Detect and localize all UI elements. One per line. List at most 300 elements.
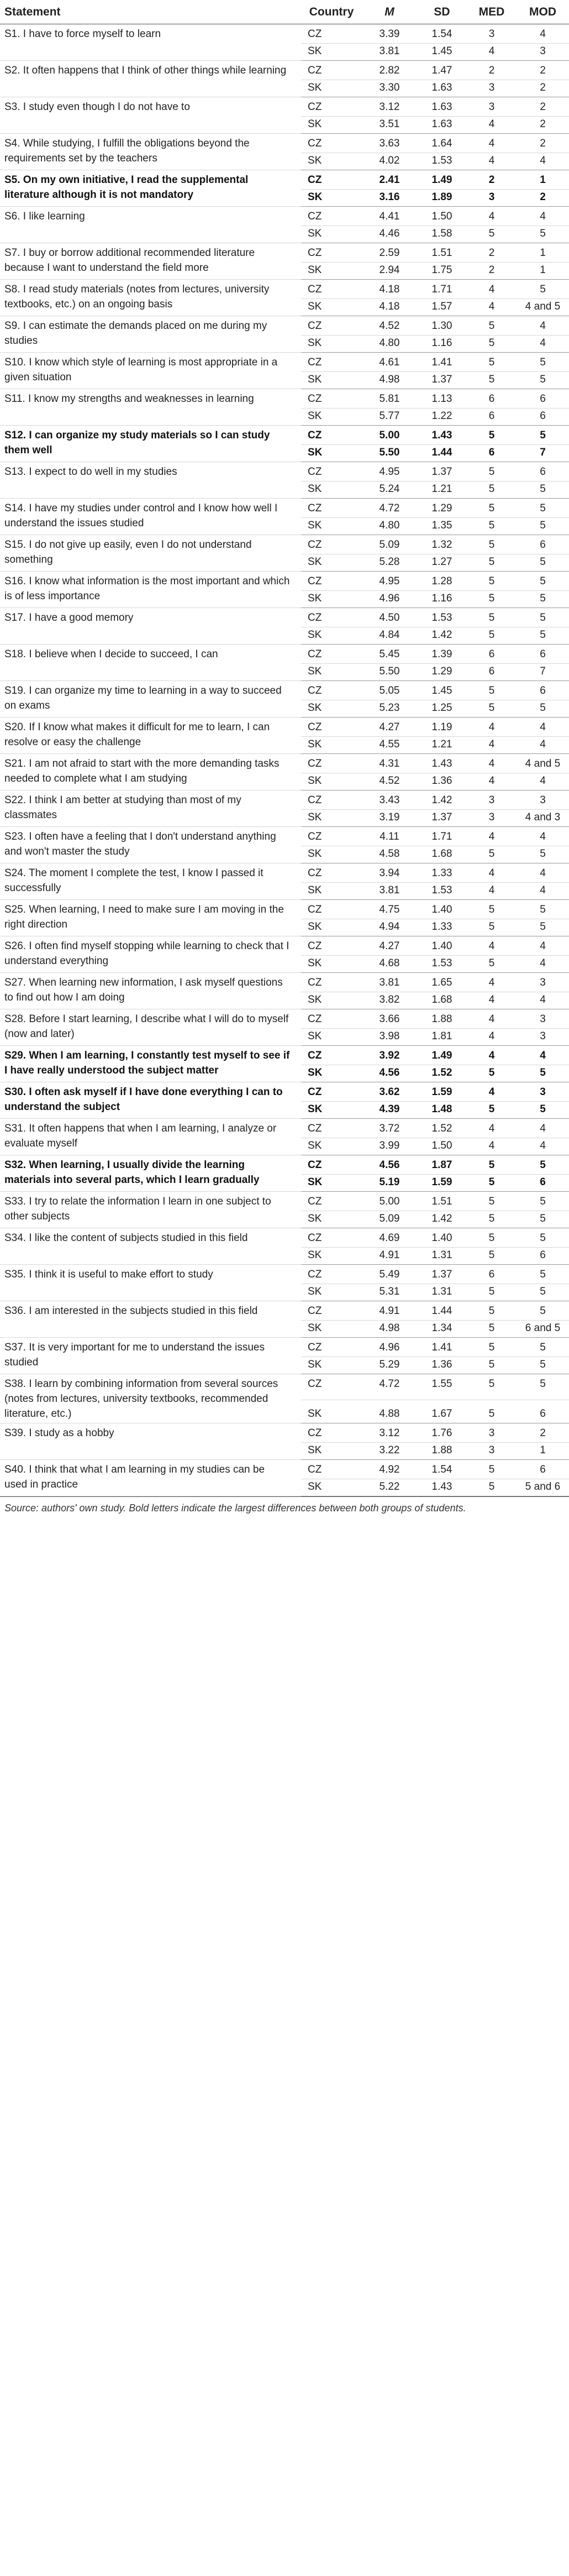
sd-cell: 1.39	[417, 645, 467, 664]
country-cell: SK	[301, 1443, 362, 1460]
mean-cell: 4.50	[362, 608, 417, 627]
mean-cell: 4.55	[362, 737, 417, 754]
country-cell: SK	[301, 481, 362, 499]
mode-cell: 5	[517, 608, 569, 627]
mode-cell: 4	[517, 316, 569, 336]
country-cell: CZ	[301, 718, 362, 737]
statement-cell: S34. I like the content of subjects studied in this field	[0, 1228, 301, 1265]
mode-cell: 4	[517, 936, 569, 956]
sd-cell: 1.16	[417, 336, 467, 353]
sd-cell: 1.51	[417, 1192, 467, 1211]
country-cell: SK	[301, 1065, 362, 1082]
sd-cell: 1.31	[417, 1284, 467, 1301]
mean-cell: 5.05	[362, 681, 417, 700]
mode-cell: 4	[517, 956, 569, 973]
median-cell: 2	[467, 243, 517, 263]
mode-cell: 5	[517, 1228, 569, 1248]
mean-cell: 3.81	[362, 44, 417, 61]
mean-cell: 5.29	[362, 1357, 417, 1374]
mode-cell: 6	[517, 1175, 569, 1192]
median-cell: 5	[467, 518, 517, 535]
mode-cell: 2	[517, 190, 569, 207]
mean-cell: 4.31	[362, 754, 417, 773]
mean-cell: 4.96	[362, 591, 417, 608]
sd-cell: 1.63	[417, 117, 467, 134]
median-cell: 4	[467, 773, 517, 790]
sd-cell: 1.42	[417, 1211, 467, 1228]
mean-cell: 4.75	[362, 900, 417, 919]
country-cell: SK	[301, 1479, 362, 1496]
mode-cell: 5	[517, 1065, 569, 1082]
mean-cell: 4.69	[362, 1228, 417, 1248]
mean-cell: 5.77	[362, 409, 417, 426]
mean-cell: 3.92	[362, 1046, 417, 1065]
statement-cell: S11. I know my strengths and weaknesses in learning	[0, 389, 301, 426]
statement-cell: S12. I can organize my study materials so I can study them well	[0, 426, 301, 462]
statement-cell: S2. It often happens that I think of other things while learning	[0, 61, 301, 97]
country-cell: CZ	[301, 1265, 362, 1284]
median-cell: 5	[467, 1400, 517, 1423]
table-row	[0, 170, 569, 190]
mean-cell: 3.94	[362, 863, 417, 883]
table-row	[0, 535, 569, 554]
country-cell: SK	[301, 992, 362, 1009]
mode-cell: 4	[517, 336, 569, 353]
median-cell: 2	[467, 61, 517, 80]
mode-cell: 3	[517, 1029, 569, 1046]
mean-cell: 2.82	[362, 61, 417, 80]
country-cell: CZ	[301, 1460, 362, 1479]
mean-cell: 4.84	[362, 627, 417, 645]
sd-cell: 1.37	[417, 372, 467, 389]
mode-cell: 4	[517, 207, 569, 226]
mean-cell: 5.50	[362, 664, 417, 681]
country-cell: SK	[301, 445, 362, 462]
mean-cell: 3.66	[362, 1009, 417, 1029]
sd-cell: 1.54	[417, 24, 467, 44]
mean-cell: 3.19	[362, 810, 417, 827]
sd-cell: 1.30	[417, 316, 467, 336]
median-cell: 5	[467, 1479, 517, 1496]
mode-cell: 2	[517, 134, 569, 153]
table-body	[0, 24, 569, 1496]
median-cell: 2	[467, 170, 517, 190]
mode-cell: 4	[517, 1119, 569, 1138]
median-cell: 4	[467, 863, 517, 883]
mode-cell: 5	[517, 1155, 569, 1175]
country-cell: SK	[301, 1029, 362, 1046]
sd-cell: 1.25	[417, 700, 467, 718]
statement-cell: S15. I do not give up easily, even I do not understand something	[0, 535, 301, 572]
sd-cell: 1.37	[417, 1265, 467, 1284]
sd-cell: 1.41	[417, 353, 467, 372]
sd-cell: 1.28	[417, 572, 467, 591]
mean-cell: 3.62	[362, 1082, 417, 1102]
median-cell: 3	[467, 97, 517, 117]
median-cell: 3	[467, 190, 517, 207]
median-cell: 4	[467, 280, 517, 299]
mean-cell: 5.49	[362, 1265, 417, 1284]
statement-cell: S31. It often happens that when I am learning, I analyze or evaluate myself	[0, 1119, 301, 1155]
sd-cell: 1.68	[417, 846, 467, 863]
statement-cell: S18. I believe when I decide to succeed, I can	[0, 645, 301, 681]
country-cell: SK	[301, 1102, 362, 1119]
country-cell: CZ	[301, 170, 362, 190]
sd-cell: 1.19	[417, 718, 467, 737]
table-row	[0, 900, 569, 919]
country-cell: SK	[301, 883, 362, 900]
sd-cell: 1.45	[417, 681, 467, 700]
country-cell: CZ	[301, 827, 362, 846]
mean-cell: 3.12	[362, 97, 417, 117]
median-cell: 2	[467, 263, 517, 280]
table-row	[0, 316, 569, 336]
sd-cell: 1.53	[417, 608, 467, 627]
median-cell: 5	[467, 353, 517, 372]
mode-cell: 4	[517, 153, 569, 170]
median-cell: 3	[467, 24, 517, 44]
statement-cell: S33. I try to relate the information I learn in one subject to other subjects	[0, 1192, 301, 1228]
country-cell: SK	[301, 518, 362, 535]
sd-cell: 1.47	[417, 61, 467, 80]
sd-cell: 1.75	[417, 263, 467, 280]
median-cell: 4	[467, 754, 517, 773]
header-mod: MOD	[517, 0, 569, 24]
table-row	[0, 353, 569, 372]
median-cell: 5	[467, 572, 517, 591]
country-cell: CZ	[301, 1374, 362, 1400]
country-cell: CZ	[301, 608, 362, 627]
mean-cell: 5.23	[362, 700, 417, 718]
mode-cell: 6	[517, 1460, 569, 1479]
mean-cell: 2.94	[362, 263, 417, 280]
sd-cell: 1.76	[417, 1423, 467, 1443]
mode-cell: 4	[517, 827, 569, 846]
table-row	[0, 1423, 569, 1443]
mode-cell: 5	[517, 1211, 569, 1228]
median-cell: 4	[467, 1082, 517, 1102]
country-cell: SK	[301, 299, 362, 316]
mean-cell: 4.91	[362, 1248, 417, 1265]
mode-cell: 6	[517, 389, 569, 409]
statement-cell: S35. I think it is useful to make effort to study	[0, 1265, 301, 1301]
header-country: Country	[301, 0, 362, 24]
mode-cell: 5	[517, 591, 569, 608]
sd-cell: 1.29	[417, 664, 467, 681]
mean-cell: 4.96	[362, 1338, 417, 1357]
statement-cell: S1. I have to force myself to learn	[0, 24, 301, 61]
table-row	[0, 1192, 569, 1211]
median-cell: 5	[467, 1284, 517, 1301]
country-cell: SK	[301, 1138, 362, 1155]
median-cell: 5	[467, 608, 517, 627]
sd-cell: 1.32	[417, 535, 467, 554]
table-row	[0, 718, 569, 737]
country-cell: CZ	[301, 572, 362, 591]
sd-cell: 1.88	[417, 1009, 467, 1029]
mode-cell: 2	[517, 117, 569, 134]
mode-cell: 5	[517, 1357, 569, 1374]
median-cell: 6	[467, 1265, 517, 1284]
median-cell: 4	[467, 153, 517, 170]
median-cell: 5	[467, 1192, 517, 1211]
mean-cell: 4.18	[362, 299, 417, 316]
mode-cell: 5	[517, 1102, 569, 1119]
median-cell: 4	[467, 134, 517, 153]
sd-cell: 1.59	[417, 1082, 467, 1102]
median-cell: 5	[467, 846, 517, 863]
statement-cell: S4. While studying, I fulfill the obligations beyond the requirements set by the teachers	[0, 134, 301, 170]
mode-cell: 2	[517, 80, 569, 97]
table-row	[0, 645, 569, 664]
sd-cell: 1.43	[417, 426, 467, 445]
sd-cell: 1.51	[417, 243, 467, 263]
mean-cell: 3.72	[362, 1119, 417, 1138]
median-cell: 5	[467, 554, 517, 572]
mode-cell: 5	[517, 518, 569, 535]
mode-cell: 6	[517, 409, 569, 426]
median-cell: 5	[467, 1301, 517, 1321]
mode-cell: 3	[517, 1009, 569, 1029]
country-cell: CZ	[301, 24, 362, 44]
median-cell: 5	[467, 1102, 517, 1119]
country-cell: CZ	[301, 280, 362, 299]
mode-cell: 7	[517, 445, 569, 462]
country-cell: CZ	[301, 863, 362, 883]
country-cell: CZ	[301, 97, 362, 117]
table-row	[0, 97, 569, 117]
table-row	[0, 207, 569, 226]
country-cell: CZ	[301, 499, 362, 518]
mode-cell: 2	[517, 97, 569, 117]
sd-cell: 1.43	[417, 1479, 467, 1496]
sd-cell: 1.68	[417, 992, 467, 1009]
mean-cell: 4.39	[362, 1102, 417, 1119]
median-cell: 4	[467, 207, 517, 226]
median-cell: 6	[467, 664, 517, 681]
mean-cell: 4.46	[362, 226, 417, 243]
country-cell: SK	[301, 737, 362, 754]
statement-cell: S36. I am interested in the subjects studied in this field	[0, 1301, 301, 1338]
mode-cell: 1	[517, 170, 569, 190]
statement-cell: S37. It is very important for me to understand the issues studied	[0, 1338, 301, 1374]
sd-cell: 1.27	[417, 554, 467, 572]
mean-cell: 3.43	[362, 790, 417, 810]
table-row	[0, 243, 569, 263]
mode-cell: 1	[517, 263, 569, 280]
country-cell: SK	[301, 336, 362, 353]
sd-cell: 1.65	[417, 973, 467, 992]
sd-cell: 1.43	[417, 754, 467, 773]
country-cell: CZ	[301, 1082, 362, 1102]
median-cell: 5	[467, 1321, 517, 1338]
country-cell: CZ	[301, 462, 362, 481]
sd-cell: 1.40	[417, 900, 467, 919]
table-row	[0, 863, 569, 883]
mean-cell: 3.81	[362, 973, 417, 992]
mean-cell: 4.11	[362, 827, 417, 846]
mean-cell: 3.63	[362, 134, 417, 153]
country-cell: CZ	[301, 134, 362, 153]
country-cell: SK	[301, 409, 362, 426]
table-row	[0, 1265, 569, 1284]
statement-cell: S6. I like learning	[0, 207, 301, 243]
country-cell: CZ	[301, 754, 362, 773]
table-row	[0, 280, 569, 299]
sd-cell: 1.81	[417, 1029, 467, 1046]
country-cell: CZ	[301, 243, 362, 263]
median-cell: 5	[467, 372, 517, 389]
table-row	[0, 426, 569, 445]
median-cell: 5	[467, 1248, 517, 1265]
statement-cell: S5. On my own initiative, I read the supplemental literature although it is not mandatory	[0, 170, 301, 207]
table-row	[0, 389, 569, 409]
sd-cell: 1.89	[417, 190, 467, 207]
sd-cell: 1.64	[417, 134, 467, 153]
statement-cell: S22. I think I am better at studying than most of my classmates	[0, 790, 301, 827]
table-row	[0, 973, 569, 992]
mean-cell: 4.80	[362, 336, 417, 353]
mean-cell: 5.19	[362, 1175, 417, 1192]
statement-cell: S10. I know which style of learning is most appropriate in a given situation	[0, 353, 301, 389]
sd-cell: 1.58	[417, 226, 467, 243]
sd-cell: 1.49	[417, 170, 467, 190]
median-cell: 3	[467, 80, 517, 97]
country-cell: CZ	[301, 61, 362, 80]
table-row	[0, 572, 569, 591]
mode-cell: 4	[517, 1138, 569, 1155]
mode-cell: 5	[517, 1265, 569, 1284]
mode-cell: 4 and 3	[517, 810, 569, 827]
median-cell: 4	[467, 883, 517, 900]
statement-cell: S21. I am not afraid to start with the more demanding tasks needed to complete what I am studying	[0, 754, 301, 790]
mode-cell: 4	[517, 718, 569, 737]
mean-cell: 4.56	[362, 1065, 417, 1082]
country-cell: SK	[301, 372, 362, 389]
mode-cell: 3	[517, 44, 569, 61]
median-cell: 4	[467, 1138, 517, 1155]
mode-cell: 5	[517, 919, 569, 936]
country-cell: SK	[301, 554, 362, 572]
mean-cell: 4.52	[362, 773, 417, 790]
country-cell: SK	[301, 919, 362, 936]
mean-cell: 3.39	[362, 24, 417, 44]
median-cell: 5	[467, 956, 517, 973]
mean-cell: 4.92	[362, 1460, 417, 1479]
median-cell: 5	[467, 681, 517, 700]
mean-cell: 2.59	[362, 243, 417, 263]
median-cell: 5	[467, 499, 517, 518]
mean-cell: 4.41	[362, 207, 417, 226]
sd-cell: 1.42	[417, 790, 467, 810]
median-cell: 5	[467, 1211, 517, 1228]
statement-cell: S13. I expect to do well in my studies	[0, 462, 301, 499]
mean-cell: 4.02	[362, 153, 417, 170]
mode-cell: 5	[517, 900, 569, 919]
median-cell: 5	[467, 919, 517, 936]
median-cell: 5	[467, 462, 517, 481]
mode-cell: 5	[517, 1374, 569, 1400]
median-cell: 4	[467, 299, 517, 316]
sd-cell: 1.50	[417, 1138, 467, 1155]
median-cell: 4	[467, 718, 517, 737]
mode-cell: 5	[517, 846, 569, 863]
country-cell: CZ	[301, 1338, 362, 1357]
mean-cell: 3.16	[362, 190, 417, 207]
table-row	[0, 499, 569, 518]
table-row	[0, 790, 569, 810]
mean-cell: 4.95	[362, 462, 417, 481]
mean-cell: 5.28	[362, 554, 417, 572]
mode-cell: 5	[517, 1301, 569, 1321]
table-row	[0, 1009, 569, 1029]
sd-cell: 1.54	[417, 1460, 467, 1479]
mode-cell: 4	[517, 883, 569, 900]
sd-cell: 1.42	[417, 627, 467, 645]
median-cell: 3	[467, 790, 517, 810]
country-cell: SK	[301, 664, 362, 681]
country-cell: CZ	[301, 1423, 362, 1443]
mode-cell: 5	[517, 1338, 569, 1357]
country-cell: CZ	[301, 645, 362, 664]
mean-cell: 4.72	[362, 499, 417, 518]
sd-cell: 1.63	[417, 80, 467, 97]
mode-cell: 5 and 6	[517, 1479, 569, 1496]
mode-cell: 4	[517, 24, 569, 44]
mean-cell: 4.58	[362, 846, 417, 863]
country-cell: SK	[301, 773, 362, 790]
sd-cell: 1.45	[417, 44, 467, 61]
sd-cell: 1.40	[417, 936, 467, 956]
sd-cell: 1.35	[417, 518, 467, 535]
country-cell: SK	[301, 226, 362, 243]
sd-cell: 1.52	[417, 1119, 467, 1138]
median-cell: 6	[467, 445, 517, 462]
median-cell: 3	[467, 1423, 517, 1443]
sd-cell: 1.53	[417, 153, 467, 170]
median-cell: 4	[467, 973, 517, 992]
mean-cell: 4.18	[362, 280, 417, 299]
source-note: Source: authors' own study. Bold letters indicate the largest differences between both groups of students.	[0, 1496, 569, 1515]
mode-cell: 5	[517, 700, 569, 718]
sd-cell: 1.59	[417, 1175, 467, 1192]
sd-cell: 1.34	[417, 1321, 467, 1338]
country-cell: CZ	[301, 973, 362, 992]
statement-cell: S29. When I am learning, I constantly test myself to see if I have really understood the subject matter	[0, 1046, 301, 1082]
sd-cell: 1.40	[417, 1228, 467, 1248]
sd-cell: 1.71	[417, 827, 467, 846]
mode-cell: 6	[517, 535, 569, 554]
table-row	[0, 134, 569, 153]
sd-cell: 1.52	[417, 1065, 467, 1082]
sd-cell: 1.13	[417, 389, 467, 409]
mode-cell: 5	[517, 572, 569, 591]
mode-cell: 1	[517, 243, 569, 263]
sd-cell: 1.33	[417, 863, 467, 883]
mean-cell: 5.00	[362, 426, 417, 445]
median-cell: 3	[467, 810, 517, 827]
median-cell: 5	[467, 226, 517, 243]
table-row	[0, 24, 569, 44]
country-cell: SK	[301, 1284, 362, 1301]
country-cell: SK	[301, 1211, 362, 1228]
median-cell: 5	[467, 1357, 517, 1374]
mode-cell: 5	[517, 554, 569, 572]
mean-cell: 2.41	[362, 170, 417, 190]
sd-cell: 1.22	[417, 409, 467, 426]
median-cell: 4	[467, 1119, 517, 1138]
sd-cell: 1.21	[417, 481, 467, 499]
